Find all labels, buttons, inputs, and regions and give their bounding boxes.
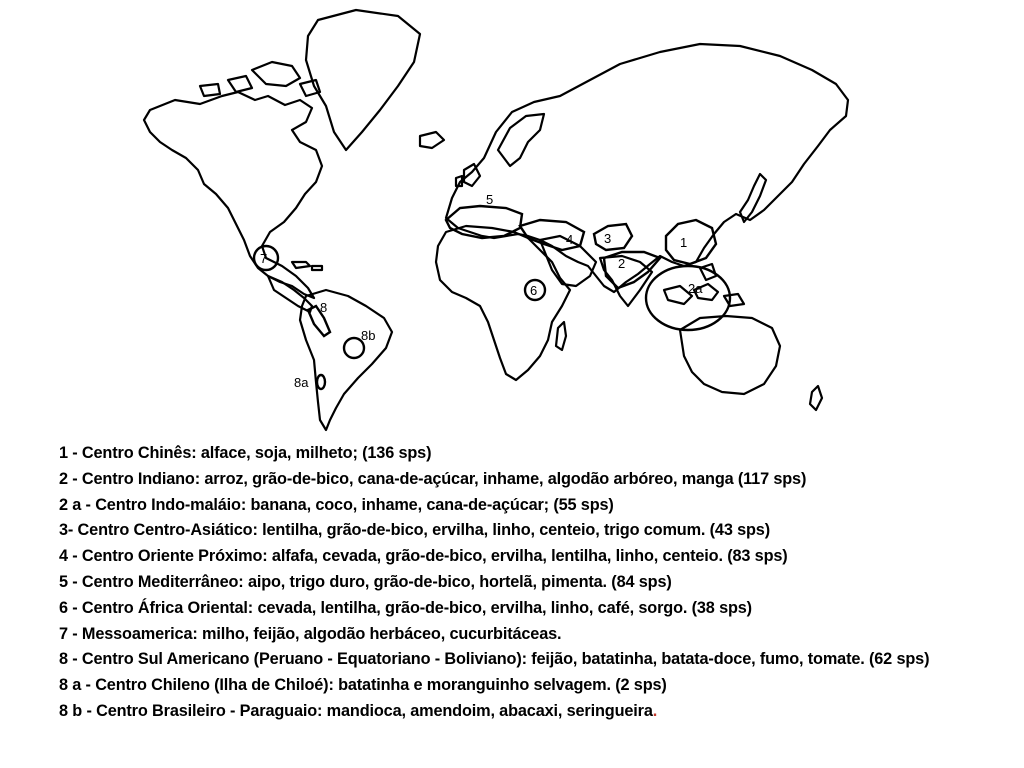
center-4-region[interactable] [520, 220, 584, 250]
map-label-2a: 2a [688, 281, 703, 296]
southeast-asia-islands-outline [664, 264, 744, 306]
legend-item: 5 - Centro Mediterrâneo: aipo, trigo duro, grão-de-bico, hortelã, pimenta. (84 sps) [59, 572, 672, 591]
arctic-islands-outline [200, 62, 320, 96]
legend-item-last [59, 699, 959, 725]
centers-legend [59, 441, 959, 725]
legend-item: 2 a - Centro Indo-maláio: banana, coco, inhame, cana-de-açúcar; (55 sps) [59, 495, 614, 514]
world-map [120, 0, 860, 440]
center-2a-region[interactable] [646, 266, 730, 330]
map-label-8b: 8b [361, 328, 376, 343]
legend-item: 8 - Centro Sul Americano (Peruano - Equatoriano - Boliviano): feijão, batatinha, batata-doce, fumo, tomate. (62 sps) [59, 650, 930, 669]
legend-item: 6 - Centro África Oriental: cevada, lentilha, grão-de-bico, ervilha, linho, café, sorgo. (38 sps) [59, 598, 752, 617]
legend-item: 3- Centro Centro-Asiático: lentilha, grão-de-bico, ervilha, linho, centeio, trigo comum. (43 sps) [59, 521, 770, 540]
legend-trailing-mark: . [652, 701, 658, 720]
eurasia-outline [446, 44, 848, 292]
legend-item: 7 - Messoamerica: milho, feijão, algodão herbáceo, cucurbitáceas. [59, 624, 562, 643]
madagascar-outline [556, 322, 566, 350]
map-label-4: 4 [566, 232, 574, 247]
legend-item-last-text: 8 b - Centro Brasileiro - Paraguaio: mandioca, amendoim, abacaxi, seringueira [59, 701, 653, 720]
legend-item: 4 - Centro Oriente Próximo: alfafa, cevada, grão-de-bico, ervilha, lentilha, linho, centeio. (83 sps) [59, 547, 788, 566]
map-label-8: 8 [320, 300, 328, 315]
africa-outline [436, 226, 570, 380]
map-label-1: 1 [680, 235, 688, 250]
new-zealand-outline [810, 386, 822, 410]
iceland-outline [420, 132, 444, 148]
legend-item: 2 - Centro Indiano: arroz, grão-de-bico, cana-de-açúcar, inhame, algodão arbóreo, manga (117 sps) [59, 469, 807, 488]
caribbean-islands-outline [292, 262, 322, 270]
greenland-outline [306, 10, 420, 150]
australia-outline [680, 316, 780, 394]
map-label-3: 3 [604, 231, 612, 246]
map-label-6: 6 [530, 283, 538, 298]
center-8a-region[interactable] [317, 375, 325, 389]
map-label-2: 2 [618, 256, 626, 271]
center-5-region[interactable] [446, 206, 522, 238]
legend-item: 8 a - Centro Chileno (Ilha de Chiloé): batatinha e moranguinho selvagem. (2 sps) [59, 676, 667, 695]
map-label-7: 7 [260, 251, 268, 266]
japan-outline [740, 174, 766, 222]
map-label-8a: 8a [294, 375, 309, 390]
legend-item: 1 - Centro Chinês: alface, soja, milheto; (136 sps) [59, 444, 432, 462]
south-america-outline [300, 290, 392, 430]
center-3-region[interactable] [594, 224, 632, 250]
map-label-5: 5 [486, 192, 494, 207]
